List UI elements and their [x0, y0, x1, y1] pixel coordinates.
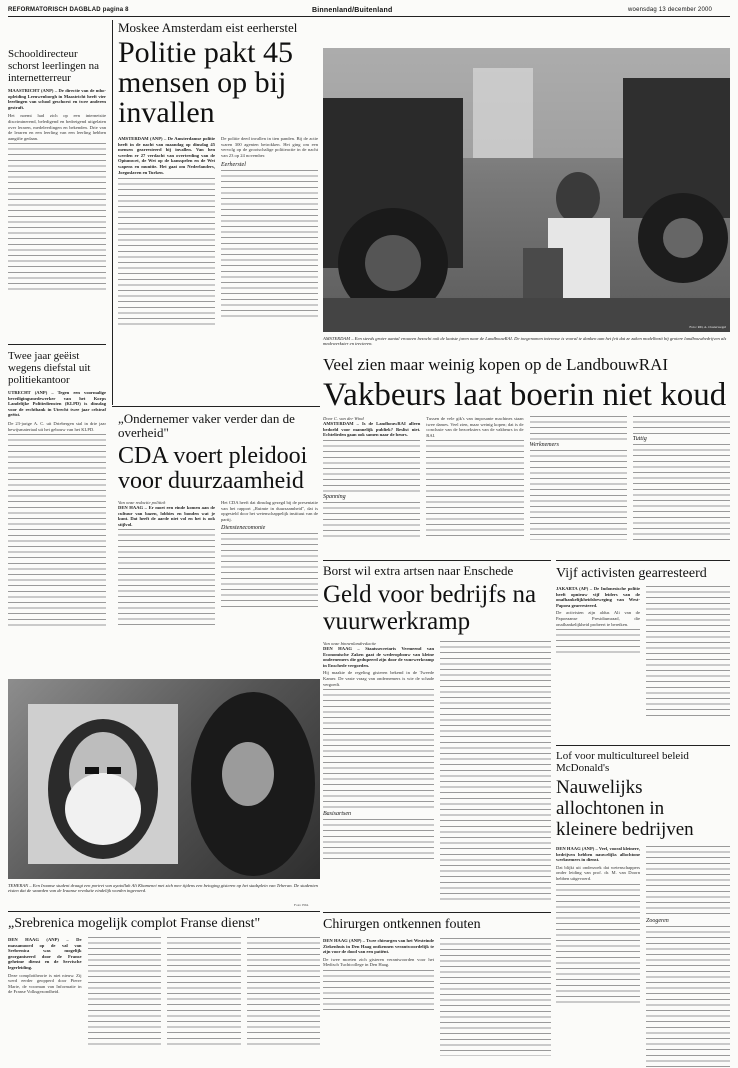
article-chirurgen	[323, 917, 551, 1056]
vakbeurs-headline: Vakbeurs laat boerin niet koud	[323, 377, 727, 413]
vijf-headline: Vijf activisten gearresteerd	[556, 566, 707, 581]
vertical-rule	[112, 20, 113, 405]
politie-lead: AMSTERDAM (ANP) – De Amsterdamse politie heeft in de nacht van maandag op dinsdag 45 mensen gearresteerd bij invallen. Van hen werden er 27 verdacht van overtreding van de Opiumwet, de Wet op de kansspelen en de Wet wapens en munitie. Het gaat om Nederlanders, Joegoslaven en Turken.	[118, 136, 215, 175]
vakbeurs-subhead-spanning: Spanning	[323, 493, 346, 500]
chirurgen-top-rule	[323, 912, 551, 913]
photo-teheran-scene	[8, 679, 320, 879]
article-geld	[323, 564, 551, 903]
mcdonalds-text-3	[646, 926, 730, 1068]
geld-columns	[323, 641, 551, 903]
frans-text-1	[88, 937, 162, 1049]
geld-text-1	[323, 689, 434, 809]
mcdonalds-body: Dat blijkt uit onderzoek dat wetenschappers onder leiding van prof. dr. M. van Doorn hebben uitgevoerd.	[556, 864, 640, 881]
geld-lead: DEN HAAG – Staatssecretaris Vermeend van Economische Zaken gaat de wederopbouw van kleine ondernemers die gedupeerd zijn door de vuurwerkramp in Enschede vergoeden.	[323, 646, 434, 668]
chirurgen-headline: Chirurgen ontkennen fouten	[323, 917, 481, 932]
frans-headline: „Srebrenica mogelijk complot Franse dienst"	[8, 916, 261, 931]
vijf-lead: JAKARTA (AP) – De Indonesische politie heeft opnieuw vijf leiders van de onafhankelijkheidsbeweging van West-Papoea gearresteerd.	[556, 586, 640, 608]
geld-byline: Van onze binnenlandredactie	[323, 641, 377, 646]
chirurgen-body: De twee moeten zich gisteren verantwoorden voor het Medisch Tuchtcollege in Den Haag.	[323, 956, 434, 968]
mcdonalds-lead: DEN HAAG (ANP) – Veel, vooral kleinere, bedrijven hebben nauwelijks allochtone werknemers in dienst.	[556, 846, 640, 863]
cda-text-1	[118, 529, 215, 627]
chirurgen-columns	[323, 938, 551, 1056]
frans-text-2	[167, 937, 241, 1049]
photo-landbouwrai-caption: AMSTERDAM – Een steeds groter aantal vrouwen bezocht ook de laatste jaren naar de LandbouwRAI. De toegenomen interesse is vooral te danken aan het feit dat ze zaken modelbezit bij grotere landbouwbedrijven als medewerkster en trecteren.	[323, 336, 727, 347]
article-school	[8, 48, 106, 291]
tweejaar-headline: Twee jaar geëist wegens diefstal uit politiekantoor	[8, 350, 91, 386]
photo-landbouwrai-credit: Foto: RD, A. Oosterwegel	[689, 325, 726, 329]
politie-headline: Politie pakt 45 mensen op bij invallen	[118, 36, 293, 129]
article-tweejaar	[8, 350, 106, 628]
cda-lead: DEN HAAG – Er moet een einde komen aan de cultuur van bazen, lobbies en bonden wat je kunt. Dat heeft de aarde niet vol en het is ook stijlvol.	[118, 505, 215, 527]
geld-text-2	[323, 819, 434, 859]
vakbeurs-text-1	[323, 440, 420, 492]
vakbeurs-lead: AMSTERDAM – Is de LandbouwRAI alleen bedoeld voor mannelijk publiek? Beslist niet. Echtelieden gaan ook samen naar de beurs.	[323, 421, 421, 438]
left-divider	[8, 344, 106, 345]
vakbeurs-columns	[323, 416, 730, 540]
vakbeurs-kicker: Veel zien maar weinig kopen op de LandbouwRAI	[323, 355, 669, 374]
vakbeurs-text-4	[530, 416, 627, 440]
tweejaar-body: De 23-jarige A. C. uit Driebergen stal in drie jaar bewijsmateriaal uit het gebouw van het KLPD.	[8, 420, 106, 432]
geld-kicker: Borst wil extra artsen naar Enschede	[323, 563, 514, 578]
frans-text-3	[247, 937, 321, 1049]
vakbeurs-text-3	[426, 440, 523, 538]
vakbeurs-byline: Door C. van der Wind	[323, 416, 364, 421]
tweejaar-lead: UTRECHT (ANP) – Tegen een voormalige beveiligingsmedewerker van het Korps Landelijke Politiediensten (KLPD) is dinsdag voor de rechtbank in Utrecht twee jaar celstraf geëist.	[8, 390, 106, 418]
vakbeurs-body: Tussen de vele gik's van imposante machines staan twee dames. Veel zien, maar weinig kopen; dat is de conclusie van de bezoeksters van de vakbeurs in de RAI.	[426, 416, 524, 438]
article-frans	[8, 916, 320, 1049]
photo-teheran-credit: Foto: EPA	[294, 903, 309, 907]
vakbeurs-text-7	[633, 444, 730, 540]
geld-body: Hij maakte de regeling gisteren bekend in de Tweede Kamer. De vaste vraag van ondernemers is wie de schade vergoedt.	[323, 670, 434, 687]
photo-landbouwrai	[323, 48, 730, 332]
header-rule	[8, 16, 730, 17]
photo-landbouwrai-scene	[323, 48, 730, 332]
mcdonalds-kicker: Lof voor multicultureel beleid McDonald's	[556, 750, 689, 774]
photo-teheran	[8, 679, 320, 879]
mcdonalds-headline: Nauwelijks allochtonen in kleinere bedrijven	[556, 777, 694, 840]
header-date: woensdag 13 december 2000	[628, 7, 713, 13]
politie-body: De politie deed invallen in tien panden. Bij de actie waren 300 agenten betrokken. Het ging om een vervolg op de grootschalige politieactie in de nacht van 23 op 24 november.	[221, 136, 318, 158]
cda-body: Het CDA heeft dat dinsdag gezegd bij de presentatie van het rapport „Ruimte in duurzaamheid", dat is opgesteld door het wetenschappelijk instituut van de partij.	[221, 500, 318, 522]
geld-top-rule	[323, 560, 551, 561]
school-lead: MAASTRICHT (ANP) – De directie van de mbo-opleiding Leeuwenborgh in Maastricht heeft vier leerlingen van school geschorst en twee anderen gestraft.	[8, 88, 106, 110]
frans-columns	[8, 937, 320, 1049]
chirurgen-lead: DEN HAAG (ANP) – Twee chirurgen van het Westeinde Ziekenhuis in Den Haag ontkennen verantwoordelijk te zijn voor de dood van een patiënt.	[323, 938, 434, 955]
vijf-text-2	[646, 586, 730, 720]
politie-body-text	[118, 178, 215, 328]
school-body: Het noemt had zich op een internetsite discriminerend, beledigend en bedreigend uitgelaten over leraren, medeleerlingen en bekenden. Drie van de leraren en een leerling van een leerling hebben aangifte gedaan.	[8, 113, 106, 141]
frans-lead: DEN HAAG (ANP) – De massamoord op de val van Srebrenica was mogelijk georganiseerd door de Franse geheime dienst en de Servische legerleiding.	[8, 937, 82, 970]
politie-kicker: Moskee Amsterdam eist eerherstel	[118, 20, 298, 35]
chirurgen-text-2	[440, 938, 551, 1056]
vakbeurs-subhead-tuttig: Tuttig	[632, 436, 647, 442]
politie-body-text-2	[221, 170, 318, 320]
geld-text-3	[440, 641, 551, 903]
vijf-body: De activisten zijn aldus Ali van de Papoeaanse Presidiumraad, die onafhankelijkheid probeert te bereiken.	[556, 610, 640, 627]
politie-subhead: Eerherstel	[221, 162, 246, 169]
header-left: REFORMATORISCH DAGBLAD pagina 8	[8, 7, 129, 13]
article-mcdonalds	[556, 750, 730, 1068]
cda-kicker: „Ondernemer vaker verder dan de overheid"	[118, 411, 295, 440]
frans-body: Deze complottheorie is niet nieuw. Zij werd eerder geopperd door Pierre Marie, de voorman van Informatie in de Franse Volksgezondheid.	[8, 972, 82, 995]
article-politie	[118, 20, 318, 328]
school-headline: Schooldirecteur schorst leerlingen na internetterreur	[8, 48, 100, 84]
cda-byline: Van onze redactie politiek	[118, 500, 166, 505]
vijf-columns	[556, 586, 730, 720]
photo-teheran-caption: TEHERAN – Een Iraanse student draagt een portret van ayatollah Ali Khamenei met zich mee tijdens een betoging gisteren op het stadsplein van Teheran. De studenten eisten dat de waarden van de Iraanse revolutie eindelijk worden ingevoerd.	[8, 883, 318, 894]
school-body-text	[8, 143, 106, 291]
article-cda	[118, 412, 318, 627]
geld-subhead: Basisartsen	[323, 811, 352, 818]
frans-top-rule	[8, 911, 320, 912]
vijf-top-rule	[556, 560, 730, 561]
mcdonalds-text-2	[646, 846, 730, 916]
cda-top-rule	[112, 406, 320, 407]
vijf-text-1	[556, 629, 640, 655]
vakbeurs-subhead-werknemers: Werknemers	[529, 442, 559, 448]
vakbeurs-text-5	[530, 450, 627, 540]
header-section: Binnenland/Buitenland	[312, 7, 393, 14]
mcdonalds-text-1	[556, 884, 640, 1004]
cda-headline: CDA voert pleidooi voor duurzaamheid	[118, 443, 308, 494]
mcdonalds-subhead: Zoogeren	[646, 918, 669, 924]
geld-headline: Geld voor bedrijfs na vuurwerkramp	[323, 581, 537, 635]
cda-text-2	[221, 533, 318, 609]
tweejaar-body-text	[8, 434, 106, 628]
vakbeurs-text-2	[323, 502, 420, 538]
chirurgen-text-1	[323, 970, 434, 1014]
article-vakbeurs	[323, 356, 730, 540]
cda-columns	[118, 500, 318, 627]
politie-columns	[118, 136, 318, 328]
cda-subhead: Dienstenecomonie	[221, 525, 266, 532]
mcdonalds-columns	[556, 846, 730, 1068]
mcdonalds-top-rule	[556, 745, 730, 746]
article-vijf	[556, 566, 730, 720]
vakbeurs-text-6	[633, 416, 730, 434]
